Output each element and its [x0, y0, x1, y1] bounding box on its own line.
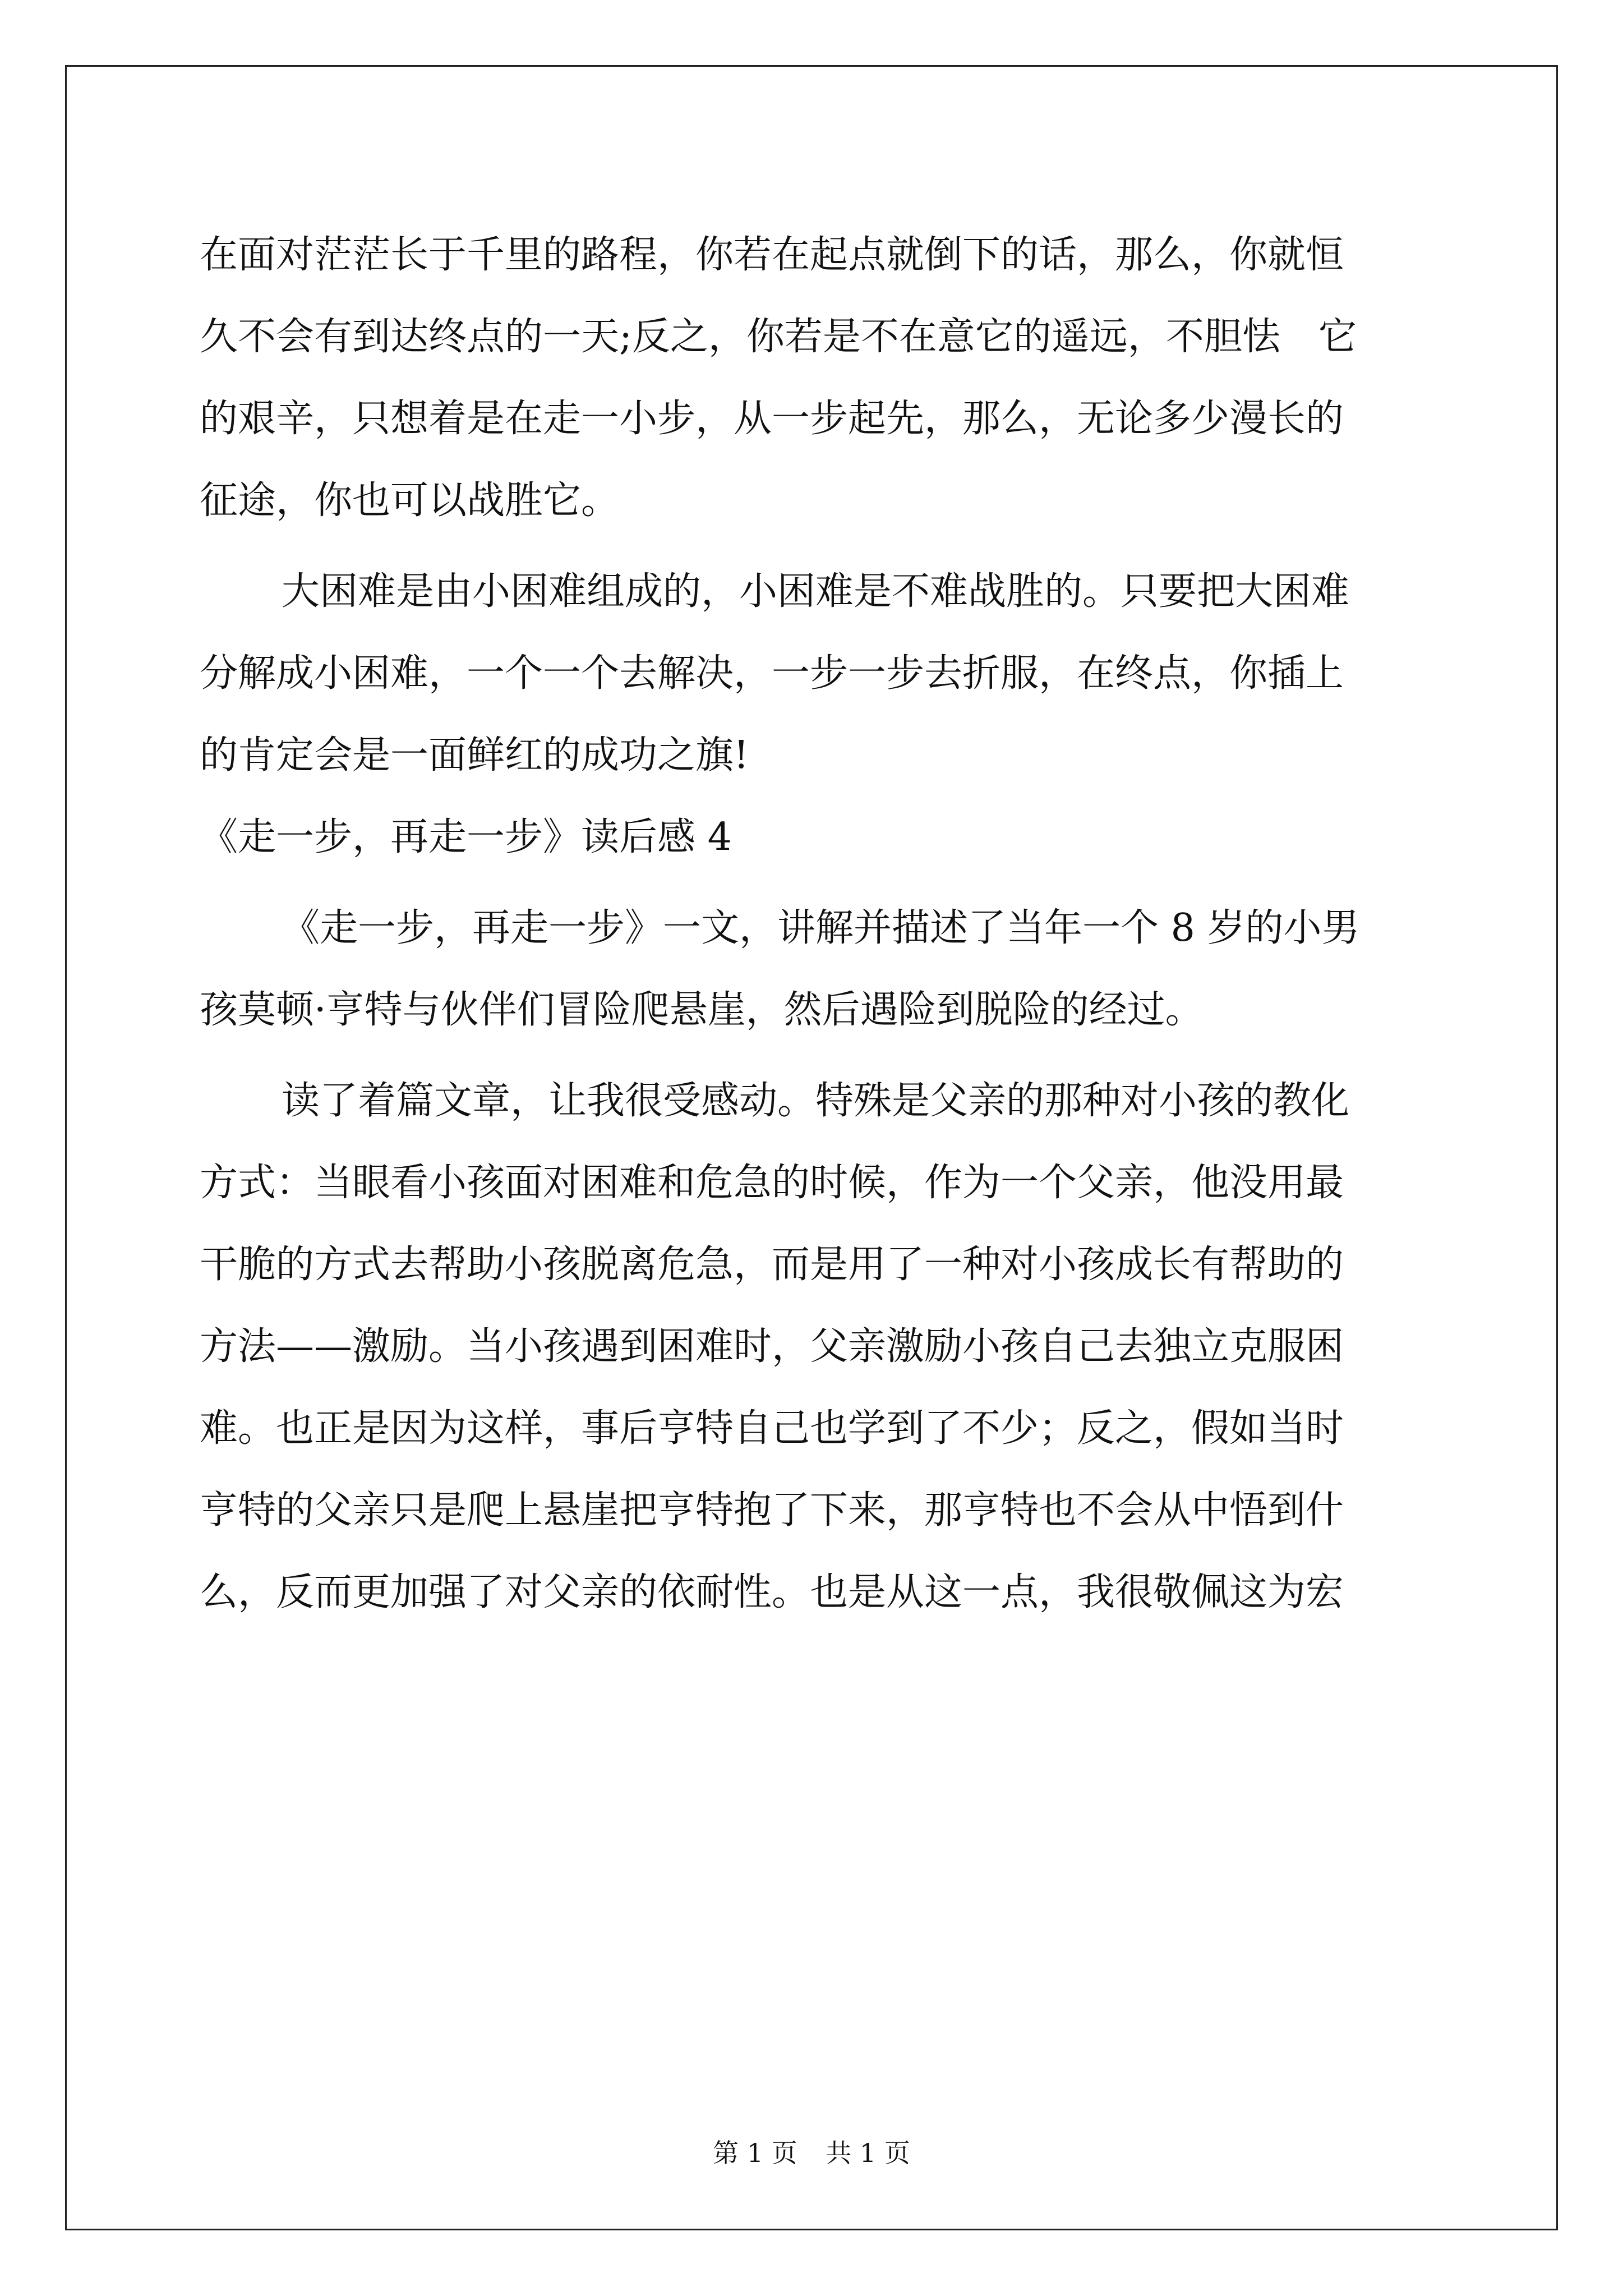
section-heading: 《走一步，再走一步》读后感 4 — [200, 815, 732, 859]
text-line: 久不会有到达终点的一天;反之，你若是不在意它的遥远，不胆怯 它 — [200, 314, 1357, 359]
paragraph-first-line: 读了着篇文章，让我很受感动。特殊是父亲的那种对小孩的教化 — [282, 1078, 1350, 1123]
text-line: 在面对茫茫长于千里的路程，你若在起点就倒下的话，那么，你就恒 — [200, 232, 1344, 277]
text-line: 干脆的方式去帮助小孩脱离危急，而是用了一种对小孩成长有帮助的 — [200, 1242, 1344, 1287]
text-line: 分解成小困难，一个一个去解决，一步一步去折服，在终点，你插上 — [200, 651, 1344, 696]
text-line: 么，反而更加强了对父亲的依耐性。也是从这一点，我很敬佩这为宏 — [200, 1570, 1344, 1614]
text-line: 孩莫顿·亨特与伙伴们冒险爬悬崖，然后遇险到脱险的经过。 — [200, 987, 1204, 1032]
page-total: 共 1 页 — [826, 2138, 910, 2168]
page-number: 第 1 页 — [713, 2138, 797, 2168]
document-body — [200, 210, 1426, 1630]
text-line: 的肯定会是一面鲜红的成功之旗! — [200, 733, 749, 777]
text-line: 方式：当眼看小孩面对困难和危急的时候，作为一个父亲，他没用最 — [200, 1160, 1344, 1205]
text-line: 的艰辛，只想着是在走一小步，从一步起先，那么，无论多少漫长的 — [200, 396, 1344, 441]
page-footer — [0, 2133, 1623, 2170]
text-line: 难。也正是因为这样，事后亨特自己也学到了不少；反之，假如当时 — [200, 1406, 1344, 1451]
text-line: 亨特的父亲只是爬上悬崖把亨特抱了下来，那亨特也不会从中悟到什 — [200, 1488, 1344, 1533]
text-line: 征途，你也可以战胜它。 — [200, 478, 620, 523]
text-line: 方法——激励。当小孩遇到困难时，父亲激励小孩自己去独立克服困 — [200, 1324, 1344, 1369]
paragraph-first-line: 《走一步，再走一步》一文，讲解并描述了当年一个 8 岁的小男 — [282, 905, 1360, 950]
paragraph-first-line: 大困难是由小困难组成的，小困难是不难战胜的。只要把大困难 — [282, 569, 1350, 614]
